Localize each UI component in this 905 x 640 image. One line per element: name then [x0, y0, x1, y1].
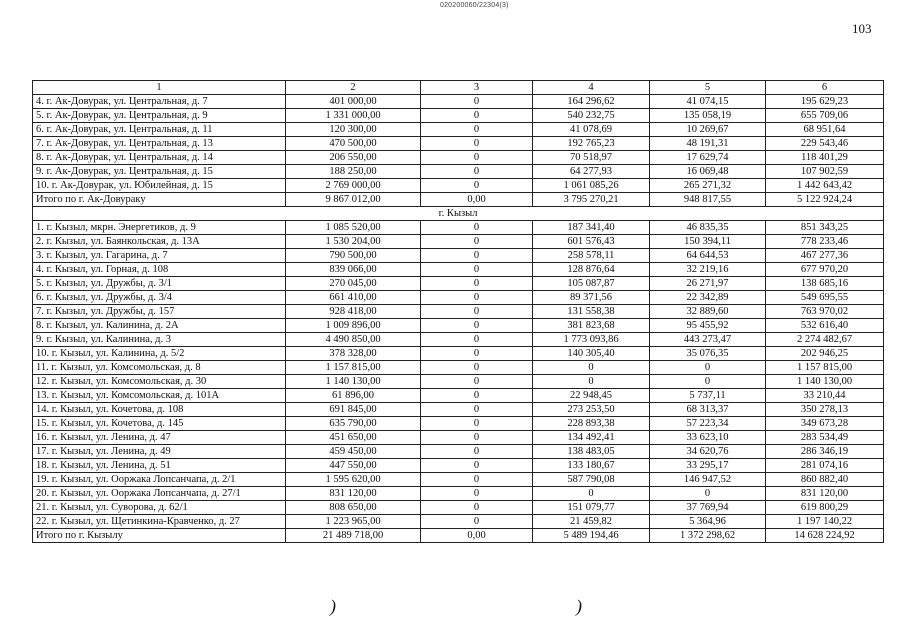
cell-col-5: 5	[650, 81, 766, 95]
table-row	[33, 109, 884, 123]
cell-col-4: 138 483,05	[533, 445, 650, 459]
cell-col-6: 229 543,46	[766, 137, 884, 151]
cell-col-3: 0	[421, 319, 533, 333]
cell-col-5: 64 644,53	[650, 249, 766, 263]
cell-col-3: 0	[421, 459, 533, 473]
cell-col-2: 206 550,00	[286, 151, 421, 165]
cell-col-2: 661 410,00	[286, 291, 421, 305]
cell-col-4: 134 492,41	[533, 431, 650, 445]
cell-col-6: 1 157 815,00	[766, 361, 884, 375]
cell-col-2: 120 300,00	[286, 123, 421, 137]
cell-col-1: 5. г. Ак-Довурак, ул. Центральная, д. 9	[33, 109, 286, 123]
cell-col-1: 6. г. Кызыл, ул. Дружбы, д. 3/4	[33, 291, 286, 305]
cell-col-2: 928 418,00	[286, 305, 421, 319]
cell-col-5: 48 191,31	[650, 137, 766, 151]
cell-col-5: 68 313,37	[650, 403, 766, 417]
table-row	[33, 277, 884, 291]
cell-col-2: 808 650,00	[286, 501, 421, 515]
cell-col-2: 1 085 520,00	[286, 221, 421, 235]
cell-col-2: 270 045,00	[286, 277, 421, 291]
cell-col-1: 9. г. Кызыл, ул. Калинина, д. 3	[33, 333, 286, 347]
cell-col-1: 10. г. Кызыл, ул. Калинина, д. 5/2	[33, 347, 286, 361]
table-row	[33, 95, 884, 109]
cell-col-4: 0	[533, 375, 650, 389]
cell-col-5: 10 269,67	[650, 123, 766, 137]
cell-col-1: 17. г. Кызыл, ул. Ленина, д. 49	[33, 445, 286, 459]
cell-col-6: 6	[766, 81, 884, 95]
cell-col-6: 202 946,25	[766, 347, 884, 361]
cell-col-2: 1 157 815,00	[286, 361, 421, 375]
cell-col-1: 1. г. Кызыл, мкрн. Энергетиков, д. 9	[33, 221, 286, 235]
cell-col-1: 2. г. Кызыл, ул. Баянкольская, д. 13А	[33, 235, 286, 249]
cell-col-6: 33 210,44	[766, 389, 884, 403]
cell-col-1: 14. г. Кызыл, ул. Кочетова, д. 108	[33, 403, 286, 417]
cell-col-3: 0	[421, 221, 533, 235]
cell-col-4: 131 558,38	[533, 305, 650, 319]
cell-col-3: 0	[421, 235, 533, 249]
cell-col-6: 350 278,13	[766, 403, 884, 417]
cell-col-3: 0	[421, 417, 533, 431]
cell-col-6: 14 628 224,92	[766, 529, 884, 543]
cell-col-3: 0	[421, 291, 533, 305]
cell-col-6: 281 074,16	[766, 459, 884, 473]
cell-col-5: 265 271,32	[650, 179, 766, 193]
table-row	[33, 417, 884, 431]
cell-col-4: 22 948,45	[533, 389, 650, 403]
cell-col-4: 381 823,68	[533, 319, 650, 333]
cell-col-3: 0	[421, 403, 533, 417]
cell-col-6: 655 709,06	[766, 109, 884, 123]
cell-col-1: 7. г. Кызыл, ул. Дружбы, д. 157	[33, 305, 286, 319]
table-row	[33, 459, 884, 473]
section-row-kyzyl	[33, 207, 884, 221]
cell-col-3: 0	[421, 263, 533, 277]
table-row	[33, 263, 884, 277]
cell-col-1: 10. г. Ак-Довурак, ул. Юбилейная, д. 15	[33, 179, 286, 193]
cell-col-1: 15. г. Кызыл, ул. Кочетова, д. 145	[33, 417, 286, 431]
cell-col-6: 677 970,20	[766, 263, 884, 277]
cell-col-2: 1 331 000,00	[286, 109, 421, 123]
cell-col-4: 128 876,64	[533, 263, 650, 277]
cell-col-5: 443 273,47	[650, 333, 766, 347]
cell-col-4: 1 061 085,26	[533, 179, 650, 193]
cell-col-5: 0	[650, 375, 766, 389]
cell-col-6: 549 695,55	[766, 291, 884, 305]
cell-col-5: 26 271,97	[650, 277, 766, 291]
cell-col-4: 587 790,08	[533, 473, 650, 487]
cell-col-6: 860 882,40	[766, 473, 884, 487]
cell-col-6: 851 343,25	[766, 221, 884, 235]
cell-col-4: 21 459,82	[533, 515, 650, 529]
cell-col-5: 135 058,19	[650, 109, 766, 123]
cell-col-5: 32 219,16	[650, 263, 766, 277]
cell-col-4: 0	[533, 361, 650, 375]
cell-col-1: 11. г. Кызыл, ул. Комсомольская, д. 8	[33, 361, 286, 375]
cell-col-1: 18. г. Кызыл, ул. Ленина, д. 51	[33, 459, 286, 473]
cell-col-4: 228 893,38	[533, 417, 650, 431]
table-row	[33, 389, 884, 403]
cell-col-6: 532 616,40	[766, 319, 884, 333]
cell-col-5: 146 947,52	[650, 473, 766, 487]
cell-col-3: 0	[421, 95, 533, 109]
cell-col-6: 778 233,46	[766, 235, 884, 249]
cell-col-3: 0	[421, 123, 533, 137]
page-number: 103	[852, 21, 872, 36]
bottom-mark-left: )	[330, 596, 336, 616]
cell-col-4: 601 576,43	[533, 235, 650, 249]
cell-col-6: 118 401,29	[766, 151, 884, 165]
cell-col-2: 635 790,00	[286, 417, 421, 431]
cell-col-2: 9 867 012,00	[286, 193, 421, 207]
cell-col-3: 3	[421, 81, 533, 95]
cell-col-5: 95 455,92	[650, 319, 766, 333]
cell-col-5: 17 629,74	[650, 151, 766, 165]
cell-col-2: 401 000,00	[286, 95, 421, 109]
cell-col-2: 61 896,00	[286, 389, 421, 403]
cell-col-1: 3. г. Кызыл, ул. Гагарина, д. 7	[33, 249, 286, 263]
cell-col-6: 467 277,36	[766, 249, 884, 263]
cell-col-4: 258 578,11	[533, 249, 650, 263]
cell-col-1: 7. г. Ак-Довурак, ул. Центральная, д. 13	[33, 137, 286, 151]
cell-col-2: 21 489 718,00	[286, 529, 421, 543]
cell-col-5: 0	[650, 487, 766, 501]
cell-col-2: 1 009 896,00	[286, 319, 421, 333]
cell-col-6: 763 970,02	[766, 305, 884, 319]
table-row	[33, 319, 884, 333]
cell-col-2: 2 769 000,00	[286, 179, 421, 193]
cell-col-4: 89 371,56	[533, 291, 650, 305]
cell-col-2: 1 530 204,00	[286, 235, 421, 249]
cell-col-1: 1	[33, 81, 286, 95]
cell-col-2: 4 490 850,00	[286, 333, 421, 347]
table-row	[33, 445, 884, 459]
cell-col-2: 790 500,00	[286, 249, 421, 263]
cell-col-1: Итого по г. Кызылу	[33, 529, 286, 543]
cell-col-4: 105 087,87	[533, 277, 650, 291]
cell-col-2: 378 328,00	[286, 347, 421, 361]
table-row	[33, 431, 884, 445]
cell-col-3: 0	[421, 277, 533, 291]
cell-col-5: 5 737,11	[650, 389, 766, 403]
table-row	[33, 515, 884, 529]
cell-col-1: 13. г. Кызыл, ул. Комсомольская, д. 101А	[33, 389, 286, 403]
cell-col-2: 1 595 620,00	[286, 473, 421, 487]
cell-col-4: 192 765,23	[533, 137, 650, 151]
cell-col-3: 0	[421, 487, 533, 501]
cell-col-3: 0	[421, 389, 533, 403]
cell-col-3: 0	[421, 151, 533, 165]
cell-col-6: 138 685,16	[766, 277, 884, 291]
cell-col-5: 948 817,55	[650, 193, 766, 207]
cell-col-1: 8. г. Ак-Довурак, ул. Центральная, д. 14	[33, 151, 286, 165]
cell-col-1: Итого по г. Ак-Довураку	[33, 193, 286, 207]
budget-table-body	[33, 81, 884, 543]
cell-col-3: 0	[421, 347, 533, 361]
cell-col-4: 140 305,40	[533, 347, 650, 361]
cell-col-4: 273 253,50	[533, 403, 650, 417]
table-row	[33, 151, 884, 165]
cell-col-2: 451 650,00	[286, 431, 421, 445]
cell-col-6: 1 442 643,42	[766, 179, 884, 193]
cell-col-3: 0	[421, 445, 533, 459]
cell-col-6: 68 951,64	[766, 123, 884, 137]
cell-col-3: 0	[421, 333, 533, 347]
cell-col-5: 41 074,15	[650, 95, 766, 109]
cell-col-5: 34 620,76	[650, 445, 766, 459]
cell-col-4: 187 341,40	[533, 221, 650, 235]
table-row	[33, 333, 884, 347]
cell-col-6: 2 274 482,67	[766, 333, 884, 347]
cell-col-2: 831 120,00	[286, 487, 421, 501]
cell-col-5: 57 223,34	[650, 417, 766, 431]
cell-col-5: 16 069,48	[650, 165, 766, 179]
scan-stamp: 020200060/22304(3)	[440, 2, 509, 9]
cell-col-5: 0	[650, 361, 766, 375]
cell-col-1: 8. г. Кызыл, ул. Калинина, д. 2А	[33, 319, 286, 333]
cell-col-1: 9. г. Ак-Довурак, ул. Центральная, д. 15	[33, 165, 286, 179]
cell-col-6: 831 120,00	[766, 487, 884, 501]
cell-col-3: 0	[421, 249, 533, 263]
cell-col-3: 0	[421, 501, 533, 515]
cell-col-3: 0	[421, 473, 533, 487]
cell-col-4: 64 277,93	[533, 165, 650, 179]
cell-col-3: 0	[421, 137, 533, 151]
cell-col-4: 151 079,77	[533, 501, 650, 515]
cell-col-3: 0	[421, 305, 533, 319]
cell-col-6: 1 197 140,22	[766, 515, 884, 529]
table-row	[33, 249, 884, 263]
table-row	[33, 305, 884, 319]
table-row	[33, 235, 884, 249]
cell-col-6: 107 902,59	[766, 165, 884, 179]
cell-col-5: 22 342,89	[650, 291, 766, 305]
table-row	[33, 137, 884, 151]
cell-col-3: 0,00	[421, 193, 533, 207]
cell-col-5: 33 295,17	[650, 459, 766, 473]
cell-col-4: 1 773 093,86	[533, 333, 650, 347]
bottom-mark-right: )	[576, 596, 582, 616]
cell-col-5: 32 889,60	[650, 305, 766, 319]
table-row	[33, 179, 884, 193]
cell-col-1: 12. г. Кызыл, ул. Комсомольская, д. 30	[33, 375, 286, 389]
cell-col-2: 188 250,00	[286, 165, 421, 179]
cell-col-6: 619 800,29	[766, 501, 884, 515]
table-row	[33, 501, 884, 515]
cell-col-1: 6. г. Ак-Довурак, ул. Центральная, д. 11	[33, 123, 286, 137]
cell-col-1: 20. г. Кызыл, ул. Ооржака Лопсанчапа, д. 27/1	[33, 487, 286, 501]
cell-col-1: 16. г. Кызыл, ул. Ленина, д. 47	[33, 431, 286, 445]
cell-col-3: 0	[421, 431, 533, 445]
total-row-kyzyl	[33, 529, 884, 543]
cell-col-4: 3 795 270,21	[533, 193, 650, 207]
cell-col-2: 2	[286, 81, 421, 95]
cell-col-2: 459 450,00	[286, 445, 421, 459]
table-row	[33, 221, 884, 235]
cell-col-3: 0	[421, 179, 533, 193]
cell-col-1: 5. г. Кызыл, ул. Дружбы, д. 3/1	[33, 277, 286, 291]
cell-col-3: 0	[421, 361, 533, 375]
table-row	[33, 403, 884, 417]
cell-col-2: 691 845,00	[286, 403, 421, 417]
table-row	[33, 361, 884, 375]
table-row	[33, 165, 884, 179]
cell-col-2: 470 500,00	[286, 137, 421, 151]
cell-col-6: 195 629,23	[766, 95, 884, 109]
cell-col-5: 35 076,35	[650, 347, 766, 361]
table-row	[33, 375, 884, 389]
cell-col-4: 5 489 194,46	[533, 529, 650, 543]
cell-col-6: 349 673,28	[766, 417, 884, 431]
table-row	[33, 291, 884, 305]
cell-col-1: 21. г. Кызыл, ул. Суворова, д. 62/1	[33, 501, 286, 515]
cell-col-4: 0	[533, 487, 650, 501]
table-row	[33, 123, 884, 137]
table-row	[33, 487, 884, 501]
table-row	[33, 347, 884, 361]
cell-col-3: 0	[421, 375, 533, 389]
cell-col-4: 4	[533, 81, 650, 95]
total-row-ak-dovurak	[33, 193, 884, 207]
cell-col-3: 0	[421, 165, 533, 179]
cell-col-2: 839 066,00	[286, 263, 421, 277]
cell-col-5: 5 364,96	[650, 515, 766, 529]
cell-col-5: 33 623,10	[650, 431, 766, 445]
cell-col-5: 150 394,11	[650, 235, 766, 249]
cell-col-6: 283 534,49	[766, 431, 884, 445]
cell-col-2: 1 140 130,00	[286, 375, 421, 389]
cell-col-6: 5 122 924,24	[766, 193, 884, 207]
section-title: г. Кызыл	[33, 207, 884, 221]
cell-col-1: 4. г. Ак-Довурак, ул. Центральная, д. 7	[33, 95, 286, 109]
cell-col-4: 133 180,67	[533, 459, 650, 473]
cell-col-4: 540 232,75	[533, 109, 650, 123]
cell-col-4: 164 296,62	[533, 95, 650, 109]
budget-table	[32, 80, 884, 543]
cell-col-5: 1 372 298,62	[650, 529, 766, 543]
cell-col-4: 41 078,69	[533, 123, 650, 137]
cell-col-3: 0,00	[421, 529, 533, 543]
cell-col-1: 19. г. Кызыл, ул. Ооржака Лопсанчапа, д. 2/1	[33, 473, 286, 487]
table-row	[33, 473, 884, 487]
cell-col-1: 22. г. Кызыл, ул. Щетинкина-Кравченко, д. 27	[33, 515, 286, 529]
cell-col-2: 447 550,00	[286, 459, 421, 473]
header-row	[33, 81, 884, 95]
cell-col-2: 1 223 965,00	[286, 515, 421, 529]
cell-col-5: 37 769,94	[650, 501, 766, 515]
cell-col-4: 70 518,97	[533, 151, 650, 165]
cell-col-3: 0	[421, 515, 533, 529]
cell-col-1: 4. г. Кызыл, ул. Горная, д. 108	[33, 263, 286, 277]
cell-col-6: 286 346,19	[766, 445, 884, 459]
cell-col-5: 46 835,35	[650, 221, 766, 235]
cell-col-3: 0	[421, 109, 533, 123]
cell-col-6: 1 140 130,00	[766, 375, 884, 389]
